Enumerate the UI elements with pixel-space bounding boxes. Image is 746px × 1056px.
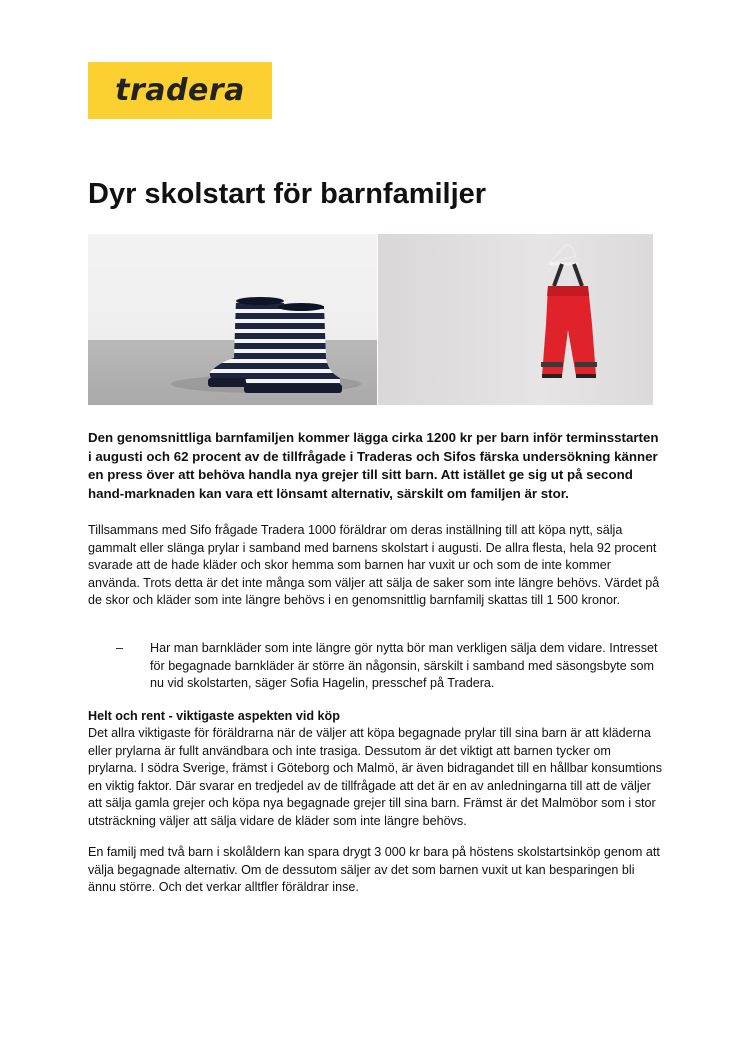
quote-item xyxy=(116,640,661,693)
body-paragraph-2: Det allra viktigaste för föräldrarna när de väljer att köpa begagnade prylar till sina barn är att kläderna eller prylarna är fullt användbara och inte trasiga. Dessutom är det viktigt att barnen tycker om prylarna. I södra Sverige, främst i Göteborg och Malmö, är även bidragandet till en hållbar konsumtions en viktig faktor. Där svarar en tredjedel av de tillfrågade att det är en av anledningarna till att de väljer att sälja gamla grejer och köpa nya begagnade grejer till sina barn. Främst är det Malmöbor som i stor utsträckning väljer att sälja vidare de kläder som inte längre behövs. xyxy=(88,726,662,828)
rubber-boots-photo xyxy=(88,234,377,405)
body-paragraph-3: En familj med två barn i skolåldern kan spara drygt 3 000 kr bara på höstens skolstartsinköp genom att välja begagnade alternativ. Om de dessutom säljer av det som barnen vuxit ut kan besparingen bli ännu större. Och det verkar alltfler föräldrar inse. xyxy=(88,845,660,895)
page-title: Dyr skolstart för barnfamiljer xyxy=(88,178,487,210)
logo-text: tradera xyxy=(115,73,245,108)
red-rain-pants-photo xyxy=(378,234,653,405)
lead-paragraph: Den genomsnittliga barnfamiljen kommer lägga cirka 1200 kr per barn inför terminsstarten i augusti och 62 procent av de tillfrågade i Traderas och Sifos färska undersökning känner en press över att behöva handla nya grejer till sitt barn. Att istället ge sig ut på second hand-marknaden kan vara ett lönsamt alternativ, särskilt om familjen är stor. xyxy=(88,430,659,501)
tradera-logo xyxy=(88,62,272,119)
quote-dash: – xyxy=(116,641,124,655)
body-paragraph-1: Tillsammans med Sifo frågade Tradera 1000 föräldrar om deras inställning till att köpa nytt, sälja gammalt eller slänga prylar i samband med barnens skolstart i augusti. De allra flesta, hela 92 procent svarade att de hade kläder och skor hemma som barnen har vuxit ur och som de inte kommer använda. Trots detta är det inte många som väljer att sälja de saker som inte längre behövs. Värdet på de skor och kläder som inte längre behövs i en genomsnittlig barnfamilj skattas till 1 500 kronor. xyxy=(88,523,660,608)
quote-text: Har man barnkläder som inte längre gör nytta bör man verkligen sälja dem vidare. Intresset för begagnade barnkläder är större än någonsin, särskilt i samband med säsongsbyte som nu vid skolstarten, säger Sofia Hagelin, presschef på Tradera. xyxy=(150,641,658,691)
section-heading: Helt och rent - viktigaste aspekten vid köp xyxy=(88,709,340,723)
